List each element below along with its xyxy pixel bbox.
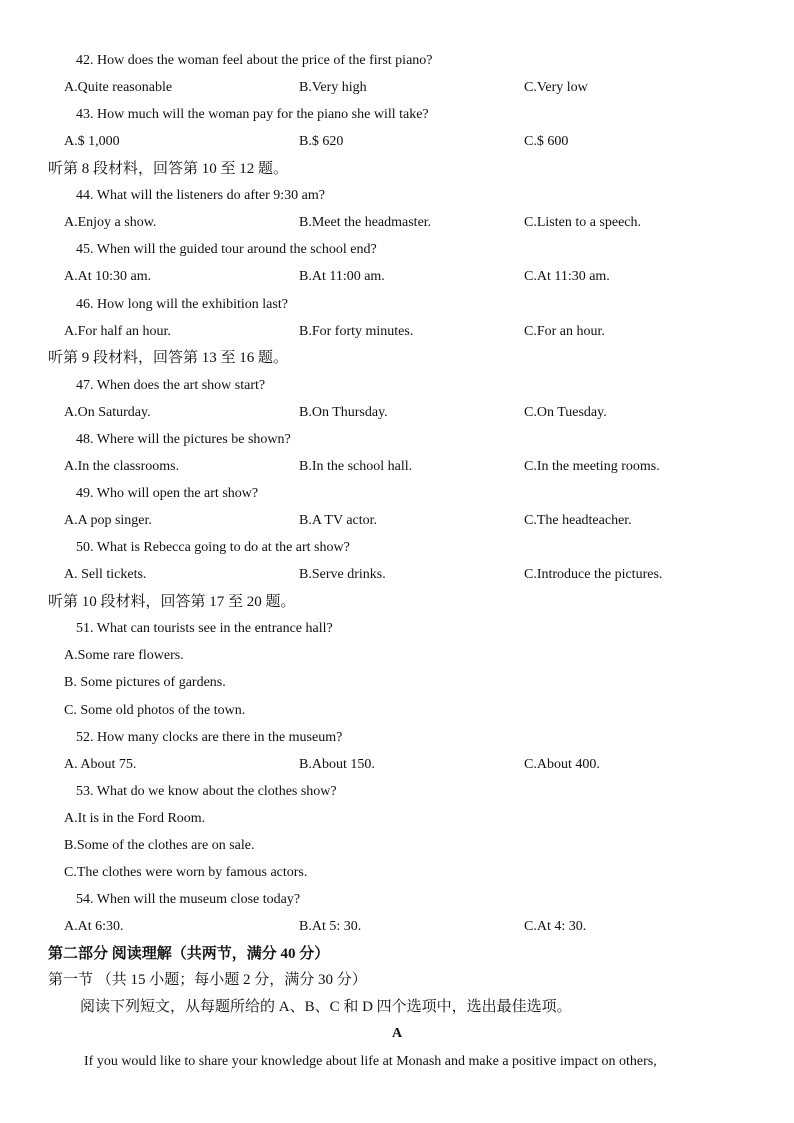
option: A.It is in the Ford Room. (64, 811, 206, 826)
option-a: A.Enjoy a show. (64, 215, 157, 230)
option-b: B.A TV actor. (299, 513, 378, 528)
option-b: B.About 150. (299, 757, 375, 772)
option: B. Some pictures of gardens. (64, 675, 226, 690)
option-c: C.For an hour. (524, 324, 605, 339)
option-c: C.Very low (524, 80, 588, 95)
question-text: 42. How does the woman feel about the price of the first piano? (76, 53, 433, 68)
question-text: 52. How many clocks are there in the museum? (76, 730, 343, 745)
option-b: B.For forty minutes. (299, 324, 414, 339)
option-b: B.Meet the headmaster. (299, 215, 432, 230)
option-a: A. About 75. (64, 757, 137, 772)
option-a: A.Quite reasonable (64, 80, 173, 95)
option-b: B.In the school hall. (299, 459, 413, 474)
option: B.Some of the clothes are on sale. (64, 838, 255, 853)
option-c: C.The headteacher. (524, 513, 632, 528)
option-b: B.Very high (299, 80, 367, 95)
option: C. Some old photos of the town. (64, 703, 246, 718)
option-c: C.About 400. (524, 757, 600, 772)
question-text: 48. Where will the pictures be shown? (76, 432, 291, 447)
option-c: C.Introduce the pictures. (524, 567, 663, 582)
question-text: 47. When does the art show start? (76, 378, 266, 393)
option-a: A.For half an hour. (64, 324, 171, 339)
option-b: B.At 5: 30. (299, 919, 362, 934)
option-b: B.Serve drinks. (299, 567, 386, 582)
option-c: C.At 11:30 am. (524, 269, 610, 284)
option-a: A.A pop singer. (64, 513, 152, 528)
passage-text: If you would like to share your knowledge about life at Monash and make a positive impact on others, (84, 1054, 657, 1069)
option-b: B.At 11:00 am. (299, 269, 385, 284)
question-text: 51. What can tourists see in the entrance hall? (76, 621, 333, 636)
option: C.The clothes were worn by famous actors. (64, 865, 308, 880)
question-text: 43. How much will the woman pay for the piano she will take? (76, 107, 429, 122)
question-text: 49. Who will open the art show? (76, 486, 259, 501)
instructions: 阅读下列短文，从每题所给的 A、B、C 和 D 四个选项中，选出最佳选项。 (80, 999, 572, 1015)
question-text: 45. When will the guided tour around the school end? (76, 242, 377, 257)
question-text: 53. What do we know about the clothes show? (76, 784, 337, 799)
option-b: B.$ 620 (299, 134, 344, 149)
option-a: A.In the classrooms. (64, 459, 180, 474)
question-text: 44. What will the listeners do after 9:30 am? (76, 188, 325, 203)
option-c: C.In the meeting rooms. (524, 459, 660, 474)
option-a: A.$ 1,000 (64, 134, 120, 149)
option-c: C.On Tuesday. (524, 405, 607, 420)
part-heading: 第二部分 阅读理解（共两节，满分 40 分） (48, 946, 330, 962)
question-text: 46. How long will the exhibition last? (76, 297, 288, 312)
option: A.Some rare flowers. (64, 648, 184, 663)
option-b: B.On Thursday. (299, 405, 388, 420)
question-text: 50. What is Rebecca going to do at the art show? (76, 540, 350, 555)
option-c: C.Listen to a speech. (524, 215, 642, 230)
section-heading: 听第 8 段材料，回答第 10 至 12 题。 (48, 161, 289, 177)
option-a: A.At 6:30. (64, 919, 124, 934)
passage-label: A (391, 1026, 403, 1041)
section-heading: 第一节 （共 15 小题；每小题 2 分，满分 30 分） (48, 972, 367, 988)
option-c: C.At 4: 30. (524, 919, 587, 934)
option-a: A. Sell tickets. (64, 567, 147, 582)
option-c: C.$ 600 (524, 134, 569, 149)
section-heading: 听第 9 段材料，回答第 13 至 16 题。 (48, 350, 289, 366)
section-heading: 听第 10 段材料，回答第 17 至 20 题。 (48, 594, 296, 610)
question-text: 54. When will the museum close today? (76, 892, 301, 907)
option-a: A.At 10:30 am. (64, 269, 152, 284)
option-a: A.On Saturday. (64, 405, 151, 420)
